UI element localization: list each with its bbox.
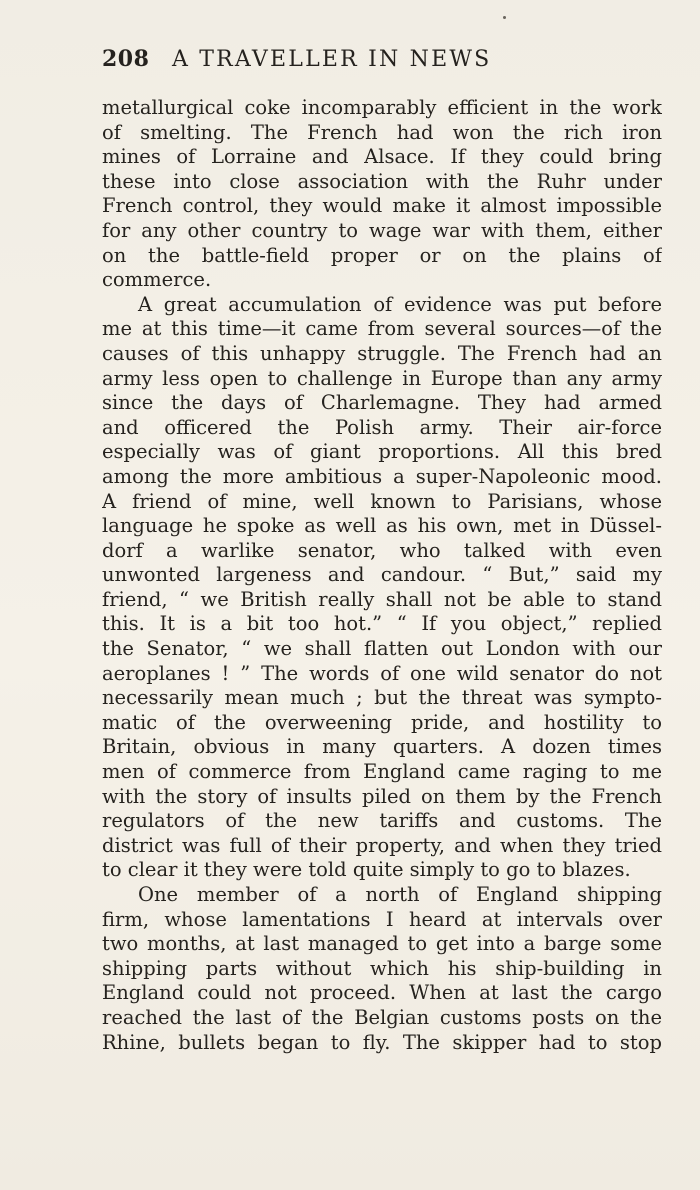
text-line: aeroplanes ! ” The words of one wild senator do not [102,661,662,685]
text-line: for any other country to wage war with them, either [102,218,662,242]
text-line: matic of the overweening pride, and hostility to [102,710,662,734]
text-line: metallurgical coke incomparably efficient in the work [102,96,662,119]
text-line: language he spoke as well as his own, met in Düssel- [102,514,662,538]
text-line: among the more ambitious a super-Napoleonic mood. [102,464,662,488]
text-line: men of commerce from England came raging to me [102,760,662,784]
text-line: me at this time—it came from several sources—of the [102,317,662,341]
text-line: since the days of Charlemagne. They had armed [102,391,662,415]
text-line: two months, at last managed to get into a barge some [102,932,662,956]
text-line: army less open to challenge in Europe than any army [102,366,662,390]
text-line: the Senator, “ we shall flatten out London with our [102,637,662,661]
running-head [102,46,662,86]
text-line: firm, whose lamentations I heard at intervals over [102,907,662,931]
text-line: England could not proceed. When at last the cargo [102,981,662,1005]
text-line: A great accumulation of evidence was put before [138,292,662,316]
text-line: A friend of mine, well known to Parisians, whose [102,489,662,513]
text-line: of smelting. The French had won the rich iron [102,120,662,144]
text-line: French control, they would make it almost impossible [102,194,662,218]
text-line: district was full of their property, and when they tried [102,833,662,857]
text-line: shipping parts without which his ship-building in [102,956,662,980]
text-line: dorf a warlike senator, who talked with even [102,538,662,562]
text-line: One member of a north of England shipping [138,883,662,906]
text-line: mines of Lorraine and Alsace. If they could bring [102,145,662,169]
text-line: reached the last of the Belgian customs posts on the [102,1005,662,1029]
text-line: regulators of the new tariffs and customs. The [102,809,662,833]
running-title: A TRAVELLER IN NEWS [172,47,492,72]
text-line: friend, “ we British really shall not be able to stand [102,587,662,611]
paper-speck [503,16,506,19]
text-line: with the story of insults piled on them by the French [102,784,662,808]
text-line: Rhine, bullets began to fly. The skipper had to stop [102,1030,662,1054]
text-line: this. It is a bit too hot.” “ If you object,” replied [102,612,662,636]
text-line: to clear it they were told quite simply to go to blazes. [102,858,631,882]
text-line: these into close association with the Ruhr under [102,169,662,193]
text-line: commerce. [102,268,212,292]
text-line: on the battle-field proper or on the plains of [102,243,662,267]
body-text [102,96,662,1055]
text-line: causes of this unhappy struggle. The French had an [102,341,662,365]
text-line: unwonted largeness and candour. “ But,” said my [102,563,662,587]
text-line: especially was of giant proportions. All this bred [102,440,662,464]
text-line: necessarily mean much ; but the threat was sympto- [102,686,662,710]
page-number: 208 [102,46,150,72]
text-line: and officered the Polish army. Their air-force [102,415,662,439]
text-line: Britain, obvious in many quarters. A dozen times [102,735,662,759]
